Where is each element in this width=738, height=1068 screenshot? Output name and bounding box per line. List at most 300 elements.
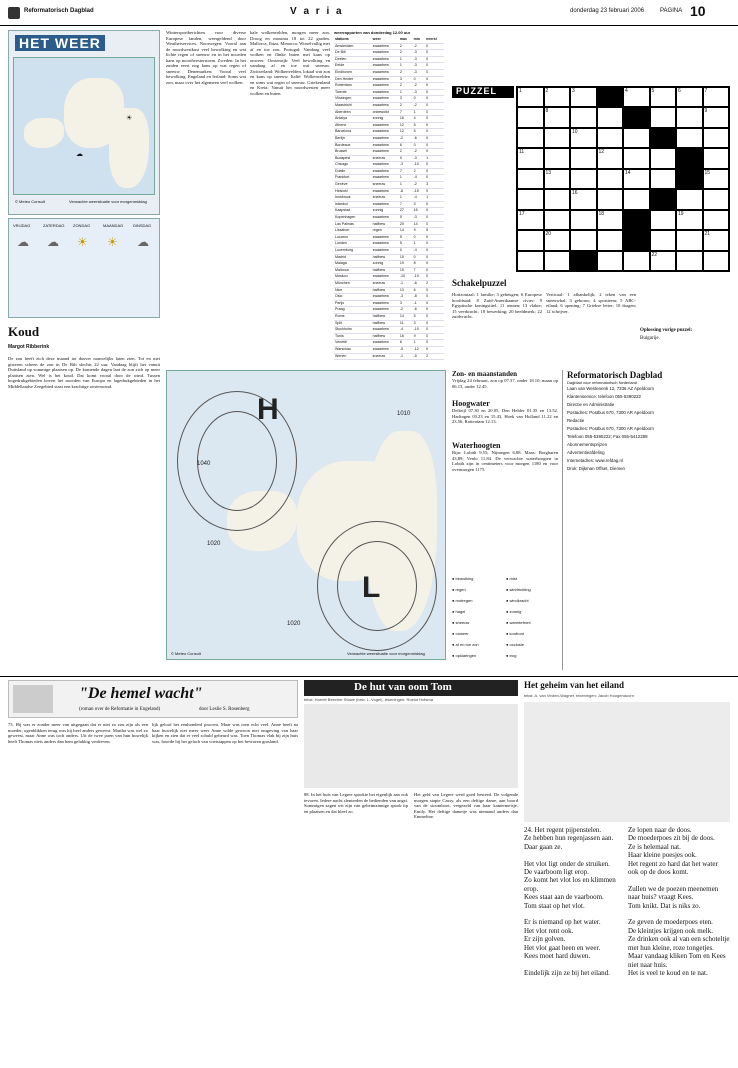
table-row bbox=[334, 182, 444, 189]
table-cell: 0 bbox=[425, 162, 444, 169]
map-caption: Verwachte weersituatie voor morgenmiddag bbox=[69, 199, 147, 204]
puzzle-cell[interactable]: 18 bbox=[597, 210, 624, 230]
strip1-header bbox=[8, 680, 298, 718]
europe-weather-column-2: kale wolkenvelden, morgen meer zon. Droog en maxima 18 tot 22 graden. Mallorca, Ibiza, Menorca: Wisselvallig met af en toe zon. Portugal: Vandaag veel wolken en flinke buien met kans op onweer. Oostenrijk: Veel bewolking en vandaag af en toe wat sneeuw. Zwitserland: Wolkenvelden, lokaal wat zon en kans op sneeuw. Italië: Wolkenvelden en soms wat regen of sneeuw. Griekenland en Kreta: Vanuit het noordwesten meer wolken en buien. bbox=[250, 30, 330, 96]
puzzle-cell[interactable] bbox=[570, 148, 597, 168]
table-cell: 0 bbox=[425, 313, 444, 320]
table-cell: 8 bbox=[413, 261, 426, 268]
table-cell: 0 bbox=[425, 221, 444, 228]
puzzle-cell[interactable] bbox=[623, 148, 650, 168]
table-cell: halfbew bbox=[372, 267, 399, 274]
table-cell: -6 bbox=[413, 307, 426, 314]
water-level-text: Rijn: Lobith 9,55; Nijmegen 6,88. Maas: Borgharen 43,89; Venlo 11,84. De verwachte waterhoogten in Lobith zijn in centimeters voor morgen 1180 en voor overmorgen 1175. bbox=[452, 450, 558, 472]
legend-item: ● af en toe zon bbox=[452, 642, 479, 647]
tide-title: Hoogwater bbox=[452, 399, 490, 408]
table-cell: Tunis bbox=[334, 333, 372, 340]
puzzle-cell[interactable] bbox=[650, 128, 677, 148]
weather-table-title: weerrapporten van donderdag 12.00 uur bbox=[334, 30, 411, 35]
table-cell: 1 bbox=[413, 109, 426, 116]
table-cell: 0 bbox=[399, 248, 413, 255]
strip1-column-1: 73. Hij was er zonder meer van uitgegaan dat er niet zo zou zijn als een moeder, ogenblikken terug was hij heel anders geweest. Martha was wel zo geweest, maar Anne was toch anders. Uit de twee jaren van hun huwelijk heeft Thomas niets anders dan hem gelukkig verdreven. bbox=[8, 722, 148, 744]
weather-table-block bbox=[334, 30, 444, 360]
europe-map bbox=[13, 57, 155, 195]
puzzle-cell[interactable]: 19 bbox=[676, 210, 703, 230]
table-row bbox=[334, 320, 444, 327]
table-row bbox=[334, 129, 444, 136]
colofon-line: Postadres: Postbus 670, 7300 AR Apeldoorn bbox=[567, 426, 654, 431]
table-cell: 0 bbox=[425, 116, 444, 123]
cloud-icon: ☁ bbox=[137, 235, 149, 249]
puzzle-cell[interactable] bbox=[517, 230, 544, 250]
legend-item: ● regen bbox=[452, 587, 466, 592]
table-cell: zonnig bbox=[372, 208, 399, 215]
table-cell: 1 bbox=[413, 340, 426, 347]
weather-article: De zon heeft zich deze maand tot dusver nauwelijks laten zien. Tot en met gisteren scheen de zon in De Bilt slechts 22 uur. Vandaag blijft het vanuit Duitsland op sommige plaatsen op. De komende dagen laat de zon zich op meer plaatsen zien. Wel is het koud. Dat komt vooral door de wind. Tussen hogedrukgebieden boven het noorden van Europa en lagedrukgebieden in het Middellandse Zeegebied staat een krachtige oostenwind. bbox=[8, 356, 160, 389]
puzzle-solution-label: Oplossing vorige puzzel: bbox=[640, 328, 693, 333]
table-cell: Rome bbox=[334, 313, 372, 320]
puzzle-cell[interactable] bbox=[703, 189, 730, 209]
table-cell: 2 bbox=[399, 43, 413, 50]
puzzle-cell[interactable]: 8 bbox=[544, 107, 571, 127]
table-cell: 6 bbox=[399, 142, 413, 149]
table-row bbox=[334, 43, 444, 50]
table-header-cell: weer bbox=[372, 37, 399, 43]
table-row bbox=[334, 267, 444, 274]
puzzle-cell[interactable] bbox=[703, 251, 730, 271]
table-cell: 2 bbox=[399, 69, 413, 76]
table-cell: Rotterdam bbox=[334, 83, 372, 90]
table-cell: onbewolkt bbox=[372, 109, 399, 116]
sun-icon: ☀ bbox=[126, 114, 133, 122]
puzzle-cell[interactable]: 22 bbox=[650, 251, 677, 271]
table-row bbox=[334, 116, 444, 123]
puzzle-cell[interactable] bbox=[570, 107, 597, 127]
table-cell: 0 bbox=[425, 340, 444, 347]
table-cell: 0 bbox=[399, 215, 413, 222]
table-cell: 0 bbox=[425, 274, 444, 281]
puzzle-cell[interactable] bbox=[703, 148, 730, 168]
table-cell: 0 bbox=[425, 149, 444, 156]
table-row bbox=[334, 346, 444, 353]
strip-divider bbox=[0, 676, 738, 677]
colofon-subtitle: Dagblad voor reformatorisch Nederland bbox=[567, 380, 638, 385]
colofon-line: Redactie bbox=[567, 418, 585, 423]
table-cell: 7 bbox=[413, 267, 426, 274]
table-cell: 0 bbox=[399, 155, 413, 162]
puzzle-cell[interactable] bbox=[650, 148, 677, 168]
table-row bbox=[334, 287, 444, 294]
table-cell: 3 bbox=[399, 300, 413, 307]
table-header-cell: max bbox=[399, 37, 413, 43]
table-cell: Praag bbox=[334, 307, 372, 314]
table-cell: 0 bbox=[425, 215, 444, 222]
puzzle-cell[interactable] bbox=[623, 230, 650, 250]
puzzle-cell[interactable] bbox=[597, 189, 624, 209]
puzzle-name: Schakelpuzzel bbox=[452, 278, 507, 288]
puzzle-cell[interactable] bbox=[623, 210, 650, 230]
table-cell: 4 bbox=[413, 116, 426, 123]
table-cell: 1 bbox=[399, 89, 413, 96]
forecast-day-1: ZATERDAG bbox=[43, 223, 65, 228]
table-cell: 2 bbox=[425, 353, 444, 360]
table-cell: 2 bbox=[399, 149, 413, 156]
puzzle-cell[interactable] bbox=[544, 128, 571, 148]
table-cell: 0 bbox=[425, 261, 444, 268]
table-cell: 3 bbox=[413, 201, 426, 208]
puzzle-grid[interactable] bbox=[516, 86, 730, 272]
table-cell: Kaapstad bbox=[334, 208, 372, 215]
table-cell: -6 bbox=[413, 135, 426, 142]
puzzle-cell[interactable] bbox=[570, 251, 597, 271]
table-cell: Venetië bbox=[334, 340, 372, 347]
table-row bbox=[334, 241, 444, 248]
puzzle-cell[interactable] bbox=[676, 189, 703, 209]
table-cell: -2 bbox=[399, 307, 413, 314]
table-cell: Oslo bbox=[334, 294, 372, 301]
table-row bbox=[334, 313, 444, 320]
puzzle-cell[interactable] bbox=[597, 251, 624, 271]
puzzle-cell[interactable] bbox=[676, 128, 703, 148]
table-header-cell: stations bbox=[334, 37, 372, 43]
table-cell: Locarno bbox=[334, 234, 372, 241]
table-cell: Kopenhagen bbox=[334, 215, 372, 222]
table-cell: 13 bbox=[399, 287, 413, 294]
puzzle-cell[interactable]: 1 bbox=[517, 87, 544, 107]
table-cell: -12 bbox=[413, 346, 426, 353]
water-level-title: Waterhoogten bbox=[452, 441, 501, 450]
puzzle-cell[interactable] bbox=[544, 148, 571, 168]
table-cell: zwaarbew bbox=[372, 300, 399, 307]
strip3-subtitle: tekst: A. van Velzen-Wagner, tekeningen: Jacob Hoogendoorn bbox=[524, 693, 634, 698]
table-row bbox=[334, 56, 444, 63]
table-cell: -2 bbox=[413, 83, 426, 90]
cloud-icon: ☁ bbox=[76, 150, 83, 158]
table-cell: 0 bbox=[425, 109, 444, 116]
puzzle-cell[interactable]: 14 bbox=[623, 169, 650, 189]
puzzle-cell[interactable] bbox=[517, 189, 544, 209]
puzzle-cell[interactable] bbox=[650, 169, 677, 189]
europe-weather-column: Wintersportberichten voor diverse Europese landen, weergeldend door Weatherservices. Noorwegen: Vooral aan de noordwestkust veel bewolking en wat lichte regen of sneeuw en in het noorden kans op noordwesterstorm. Zweden: In het zuiden eerst nog kans op wat regen of sneeuw. Denemarken: Vooral veel bewolking. Engeland en Ierland: Soms wat zon, maar over het algemeen veel wolken. bbox=[166, 30, 246, 85]
table-cell: zwaarbew bbox=[372, 129, 399, 136]
table-cell: 6 bbox=[413, 287, 426, 294]
table-cell: -10 bbox=[413, 162, 426, 169]
table-cell: 0 bbox=[425, 307, 444, 314]
table-cell: 16 bbox=[399, 333, 413, 340]
forecast-day-4: DINSDAG bbox=[133, 223, 152, 228]
table-cell: -4 bbox=[413, 248, 426, 255]
table-row bbox=[334, 215, 444, 222]
puzzle-cell[interactable] bbox=[570, 169, 597, 189]
puzzle-cell[interactable] bbox=[570, 230, 597, 250]
puzzle-cell[interactable] bbox=[676, 107, 703, 127]
puzzle-cell[interactable] bbox=[517, 169, 544, 189]
table-cell: Las Palmas bbox=[334, 221, 372, 228]
table-cell: Brussel bbox=[334, 149, 372, 156]
puzzle-cell[interactable] bbox=[623, 251, 650, 271]
table-cell: 3 bbox=[413, 320, 426, 327]
table-cell: sneeuw bbox=[372, 195, 399, 202]
table-row bbox=[334, 228, 444, 235]
table-cell: 2 bbox=[399, 83, 413, 90]
forecast-day-2: ZONDAG bbox=[73, 223, 91, 228]
table-cell: zwaarbew bbox=[372, 241, 399, 248]
table-cell: sneeuw bbox=[372, 182, 399, 189]
table-cell: Moskou bbox=[334, 274, 372, 281]
strip3-column-2: Ze lopen naar de doos. De moederpoes zit bij de doos. Ze is helemaal nat. Haar kleine poesjes ook. Het regent zo hard dat het water ook op de doos komt. Zullen we de poezen meenemen naar huis? vraagt Kees. Tom knikt. Dat is niks zo. Ze geven de moederpoes eten. De kleintjes krijgen ook melk. Ze drinken ook al van een schoteltje met hun kleine, roze tongetjes. Maar vandaag kliken Tom en Kees niet naar huis. Het is veel te koud en te nat. bbox=[628, 826, 730, 977]
puzzle-cell[interactable] bbox=[623, 107, 650, 127]
legend-item: ● occlusie bbox=[506, 642, 524, 647]
table-cell: Maastricht bbox=[334, 102, 372, 109]
puzzle-cell[interactable]: 12 bbox=[597, 148, 624, 168]
table-cell: zwaarbew bbox=[372, 142, 399, 149]
puzzle-cell[interactable]: 11 bbox=[517, 148, 544, 168]
table-row bbox=[334, 333, 444, 340]
table-header-cell: neersl bbox=[425, 37, 444, 43]
table-cell: 1 bbox=[399, 175, 413, 182]
table-row bbox=[334, 188, 444, 195]
table-row bbox=[334, 122, 444, 129]
puzzle-cell[interactable] bbox=[597, 128, 624, 148]
puzzle-cell[interactable]: 10 bbox=[570, 128, 597, 148]
puzzle-cell[interactable]: 9 bbox=[703, 107, 730, 127]
low-pressure-label: L bbox=[362, 571, 381, 604]
puzzle-cell[interactable] bbox=[597, 230, 624, 250]
table-cell: Londen bbox=[334, 241, 372, 248]
table-cell: Mallorca bbox=[334, 267, 372, 274]
table-cell: 0 bbox=[425, 102, 444, 109]
table-cell: 0 bbox=[425, 50, 444, 57]
table-row bbox=[334, 274, 444, 281]
puzzle-cell[interactable] bbox=[676, 169, 703, 189]
isobar-label: 1040 bbox=[197, 461, 211, 467]
puzzle-cell[interactable] bbox=[544, 189, 571, 209]
puzzle-cell[interactable] bbox=[597, 169, 624, 189]
table-cell: -1 bbox=[399, 353, 413, 360]
table-cell: Den Helder bbox=[334, 76, 372, 83]
table-cell: 0 bbox=[413, 142, 426, 149]
table-cell: 27 bbox=[399, 208, 413, 215]
table-row bbox=[334, 89, 444, 96]
puzzle-cell[interactable]: 3 bbox=[570, 87, 597, 107]
strip2-header bbox=[304, 680, 518, 696]
puzzle-cell[interactable]: 20 bbox=[544, 230, 571, 250]
puzzle-cell[interactable] bbox=[703, 210, 730, 230]
table-cell: 15 bbox=[399, 267, 413, 274]
table-cell: 0 bbox=[425, 327, 444, 334]
sun-moon-title: Zon- en maanstanden bbox=[452, 370, 517, 378]
puzzle-cell[interactable] bbox=[517, 251, 544, 271]
table-cell: 10 bbox=[399, 254, 413, 261]
tide-text: Delfzijl 07.30 en 20.05, Den Helder 01.35 en 13.52, Harlingen 03.23 en 15.43, Hoek van Holland 11.22 en 23.56, Rotterdam 12.13. bbox=[452, 408, 558, 424]
strip1-subtitle: (roman over de Reformatie in Engeland) bbox=[79, 707, 161, 712]
table-cell: 3 bbox=[399, 96, 413, 103]
table-cell: 0 bbox=[413, 96, 426, 103]
puzzle-cell[interactable] bbox=[676, 251, 703, 271]
table-cell: 1 bbox=[399, 63, 413, 70]
table-cell: Madrid bbox=[334, 254, 372, 261]
table-cell: 0 bbox=[425, 142, 444, 149]
puzzle-cell[interactable] bbox=[517, 107, 544, 127]
puzzle-cell[interactable] bbox=[650, 230, 677, 250]
table-cell: 1 bbox=[425, 195, 444, 202]
table-cell: zwaarbew bbox=[372, 175, 399, 182]
puzzle-cell[interactable] bbox=[623, 128, 650, 148]
puzzle-cell[interactable] bbox=[703, 128, 730, 148]
puzzle-cell[interactable]: 2 bbox=[544, 87, 571, 107]
table-row bbox=[334, 76, 444, 83]
puzzle-cell[interactable] bbox=[597, 87, 624, 107]
table-row bbox=[334, 294, 444, 301]
table-cell: 0 bbox=[425, 241, 444, 248]
table-row bbox=[334, 96, 444, 103]
table-cell: -1 bbox=[413, 300, 426, 307]
table-row bbox=[334, 155, 444, 162]
table-cell: halfbew bbox=[372, 254, 399, 261]
table-cell: 5 bbox=[413, 313, 426, 320]
puzzle-cell[interactable]: 16 bbox=[570, 189, 597, 209]
table-header-cell: min bbox=[413, 37, 426, 43]
puzzle-cell[interactable]: 5 bbox=[650, 87, 677, 107]
puzzle-cell[interactable] bbox=[650, 210, 677, 230]
table-cell: zwaarbew bbox=[372, 63, 399, 70]
table-cell: zwaarbew bbox=[372, 56, 399, 63]
puzzle-cell[interactable] bbox=[676, 148, 703, 168]
puzzle-cell[interactable]: 6 bbox=[676, 87, 703, 107]
table-cell: -1 bbox=[399, 280, 413, 287]
table-cell: Eelde bbox=[334, 63, 372, 70]
puzzle-cell[interactable] bbox=[650, 107, 677, 127]
table-cell: Luxemburg bbox=[334, 248, 372, 255]
table-row bbox=[334, 50, 444, 57]
table-cell: 3 bbox=[399, 76, 413, 83]
table-cell: sneeuw bbox=[372, 353, 399, 360]
strip2-column-1: 88. In het huis van Legree spookte het eigenlijk aan ook tevoren. Iedere nacht slenterden de bedienden van angst. Sommigen zagen wit zijn van geheimzinnige spook tip en plaatsen en dat bleef zo. bbox=[304, 792, 408, 814]
table-cell: -3 bbox=[399, 294, 413, 301]
table-cell: 0 bbox=[425, 129, 444, 136]
table-cell: Genève bbox=[334, 182, 372, 189]
table-cell: Amsterdam bbox=[334, 43, 372, 50]
table-cell: 9 bbox=[413, 333, 426, 340]
table-cell: 2 bbox=[399, 50, 413, 57]
table-cell: 0 bbox=[425, 43, 444, 50]
puzzle-logo: PUZZEL bbox=[456, 86, 497, 96]
puzzle-cell[interactable] bbox=[570, 210, 597, 230]
puzzle-cell[interactable]: 13 bbox=[544, 169, 571, 189]
colofon-title: Reformatorisch Dagblad bbox=[567, 370, 663, 380]
puzzle-cell[interactable] bbox=[676, 230, 703, 250]
table-cell: 14 bbox=[413, 221, 426, 228]
puzzle-cell[interactable] bbox=[517, 128, 544, 148]
table-row bbox=[334, 261, 444, 268]
table-cell: zwaarbew bbox=[372, 69, 399, 76]
table-cell: halfbew bbox=[372, 221, 399, 228]
table-cell: -2 bbox=[413, 182, 426, 189]
table-cell: -4 bbox=[413, 195, 426, 202]
colofon-line: Postadres: Postbus 670, 7300 AR Apeldoorn bbox=[567, 410, 654, 415]
isobar-label: 1020 bbox=[207, 541, 221, 547]
cloud-icon: ☁ bbox=[17, 235, 29, 249]
legend-item: ● sneeuw bbox=[452, 620, 470, 625]
forecast-strip bbox=[8, 218, 160, 318]
table-cell: zwaarbew bbox=[372, 43, 399, 50]
table-cell: Aberdeen bbox=[334, 109, 372, 116]
table-cell: zwaarbew bbox=[372, 162, 399, 169]
table-cell: Lissabon bbox=[334, 228, 372, 235]
table-cell: -6 bbox=[413, 280, 426, 287]
table-cell: 0 bbox=[425, 248, 444, 255]
table-cell: 0 bbox=[425, 300, 444, 307]
puzzle-cell[interactable] bbox=[597, 107, 624, 127]
puzzle-cell[interactable]: 7 bbox=[703, 87, 730, 107]
colofon-line: Internetadres: www.refdag.nl bbox=[567, 458, 623, 463]
table-cell: Budapest bbox=[334, 155, 372, 162]
table-row bbox=[334, 195, 444, 202]
table-cell: zwaarbew bbox=[372, 89, 399, 96]
table-cell: -3 bbox=[413, 56, 426, 63]
table-cell: zwaarbew bbox=[372, 122, 399, 129]
colofon-line: Druk: Dijkman Offset, Diemen bbox=[567, 466, 625, 471]
puzzle-cell[interactable] bbox=[650, 189, 677, 209]
table-cell: zwaarbew bbox=[372, 50, 399, 57]
table-cell: 0 bbox=[425, 89, 444, 96]
colofon-line: Abonnementsprijzen bbox=[567, 442, 608, 447]
weather-author: Margot Ribberink bbox=[8, 344, 50, 350]
legend-item: ● zonnig bbox=[506, 609, 522, 614]
table-cell: zwaarbew bbox=[372, 135, 399, 142]
legend-item: ● bewolking bbox=[452, 576, 474, 581]
table-cell: 1 bbox=[399, 182, 413, 189]
table-cell: Frankfurt bbox=[334, 175, 372, 182]
cloud-icon: ☁ bbox=[47, 235, 59, 249]
table-cell: 7 bbox=[399, 201, 413, 208]
pressure-map bbox=[166, 370, 446, 660]
table-cell: zwaarbew bbox=[372, 307, 399, 314]
puzzle-cell[interactable] bbox=[544, 210, 571, 230]
table-cell: halfbew bbox=[372, 333, 399, 340]
table-row bbox=[334, 300, 444, 307]
table-cell: -10 bbox=[399, 274, 413, 281]
table-cell: 5 bbox=[399, 241, 413, 248]
puzzle-cell[interactable]: 15 bbox=[703, 169, 730, 189]
puzzle-cell[interactable] bbox=[623, 189, 650, 209]
table-cell: zwaarbew bbox=[372, 201, 399, 208]
table-row bbox=[334, 102, 444, 109]
table-cell: halfbew bbox=[372, 313, 399, 320]
legend-item: ● hagel bbox=[452, 609, 466, 614]
table-cell: Deelen bbox=[334, 56, 372, 63]
table-row bbox=[334, 234, 444, 241]
puzzle-cell[interactable] bbox=[544, 251, 571, 271]
table-cell: Stockholm bbox=[334, 327, 372, 334]
table-cell: Dublin bbox=[334, 168, 372, 175]
puzzle-cell[interactable]: 21 bbox=[703, 230, 730, 250]
table-cell: zonnig bbox=[372, 116, 399, 123]
table-cell: 0 bbox=[413, 254, 426, 261]
table-cell: 0 bbox=[425, 287, 444, 294]
table-cell: zwaarbew bbox=[372, 294, 399, 301]
table-cell: 14 bbox=[399, 313, 413, 320]
table-row bbox=[334, 135, 444, 142]
table-row bbox=[334, 221, 444, 228]
table-row bbox=[334, 69, 444, 76]
table-cell: zwaarbew bbox=[372, 327, 399, 334]
puzzle-cell[interactable]: 4 bbox=[623, 87, 650, 107]
puzzle-cell[interactable]: 17 bbox=[517, 210, 544, 230]
table-cell: 0 bbox=[425, 96, 444, 103]
puzzle-logo-bg bbox=[452, 86, 514, 98]
table-row bbox=[334, 307, 444, 314]
forecast-day-0: VRIJDAG bbox=[13, 223, 31, 228]
